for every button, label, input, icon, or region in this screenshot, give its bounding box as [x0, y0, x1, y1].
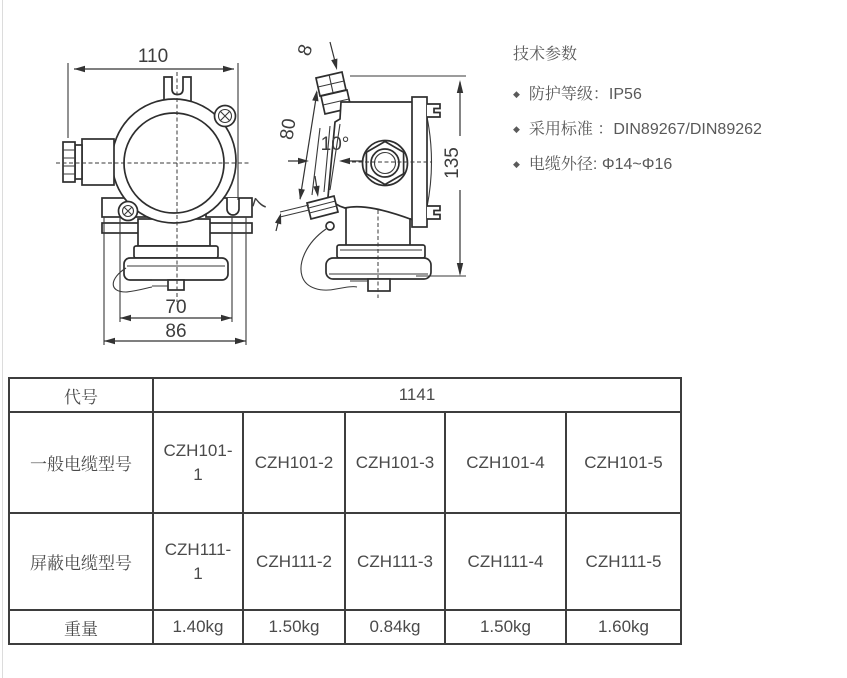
model-cell: CZH111-1	[153, 513, 243, 610]
code-label-cell: 代号	[9, 378, 153, 412]
front-right-ear-slot	[227, 198, 239, 215]
dim-70-label: 70	[165, 297, 187, 318]
front-base-slab2	[124, 258, 228, 280]
model-cell: CZH101-4	[445, 412, 566, 513]
dim-80-label: 80	[276, 117, 301, 142]
side-view	[249, 42, 466, 298]
side-chain-anchor	[326, 222, 334, 230]
dim-7-label: 7	[249, 196, 273, 213]
weight-cell: 0.84kg	[345, 610, 445, 644]
front-cable-gland	[63, 139, 114, 185]
side-base-slab1	[337, 245, 425, 258]
spec-item-text: 采用标准 ：DIN89267/DIN89262	[528, 121, 762, 138]
dim-110-label: 110	[137, 46, 169, 67]
weight-cell: 1.40kg	[153, 610, 243, 644]
table-row-general-cable	[9, 412, 681, 513]
front-base-slab1	[134, 246, 218, 258]
model-cell: CZH101-1	[153, 412, 243, 513]
diamond-bullet-icon: ◆	[513, 124, 520, 134]
spec-item-text: 电缆外径: Φ14~Φ16	[528, 156, 673, 173]
model-cell: CZH101-3	[345, 412, 445, 513]
front-right-ear-lower	[206, 223, 252, 233]
tech-specs-title: 技术参数	[513, 46, 578, 63]
dim-86-label: 86	[165, 321, 187, 342]
tech-specs	[513, 42, 843, 183]
side-foot	[368, 279, 390, 291]
weight-cell: 1.50kg	[445, 610, 566, 644]
side-hook-top	[427, 104, 440, 117]
row-label-cell: 屏蔽电缆型号	[9, 513, 153, 610]
spec-item-cable-diameter	[513, 148, 843, 183]
dim-8-label: 8	[294, 42, 318, 59]
table-row-weight	[9, 610, 681, 644]
model-cell: CZH101-2	[243, 412, 345, 513]
weight-cell: 1.50kg	[243, 610, 345, 644]
dim-86	[104, 321, 246, 344]
front-screw-top-right	[215, 106, 236, 127]
dim-135-label: 135	[442, 147, 463, 179]
diamond-bullet-icon: ◆	[513, 89, 520, 99]
row-label-cell: 重量	[9, 610, 153, 644]
code-value-cell: 1141	[153, 378, 681, 412]
technical-drawing	[0, 0, 500, 360]
row-label-cell: 一般电缆型号	[9, 412, 153, 513]
spec-table	[8, 377, 682, 645]
model-cell: CZH111-2	[243, 513, 345, 610]
dim-8	[294, 42, 337, 70]
spec-item-standard	[513, 113, 843, 148]
front-view	[56, 46, 252, 345]
table-row-shielded-cable	[9, 513, 681, 610]
model-cell: CZH111-3	[345, 513, 445, 610]
spec-item-text: 防护等级：IP56	[528, 86, 642, 103]
spec-item-protection	[513, 78, 843, 113]
side-hex-gland	[363, 141, 408, 186]
front-foot	[168, 280, 184, 290]
front-screw-bottom-left	[119, 202, 138, 221]
model-cell: CZH111-5	[566, 513, 681, 610]
dim-70	[120, 297, 232, 321]
dim-angle-label: 10°	[320, 134, 350, 155]
model-cell: CZH101-5	[566, 412, 681, 513]
dim-80	[277, 90, 319, 200]
table-row-code	[9, 378, 681, 412]
weight-cell: 1.60kg	[566, 610, 681, 644]
model-cell: CZH111-4	[445, 513, 566, 610]
diamond-bullet-icon: ◆	[513, 159, 520, 169]
side-hook-bottom	[427, 206, 440, 219]
